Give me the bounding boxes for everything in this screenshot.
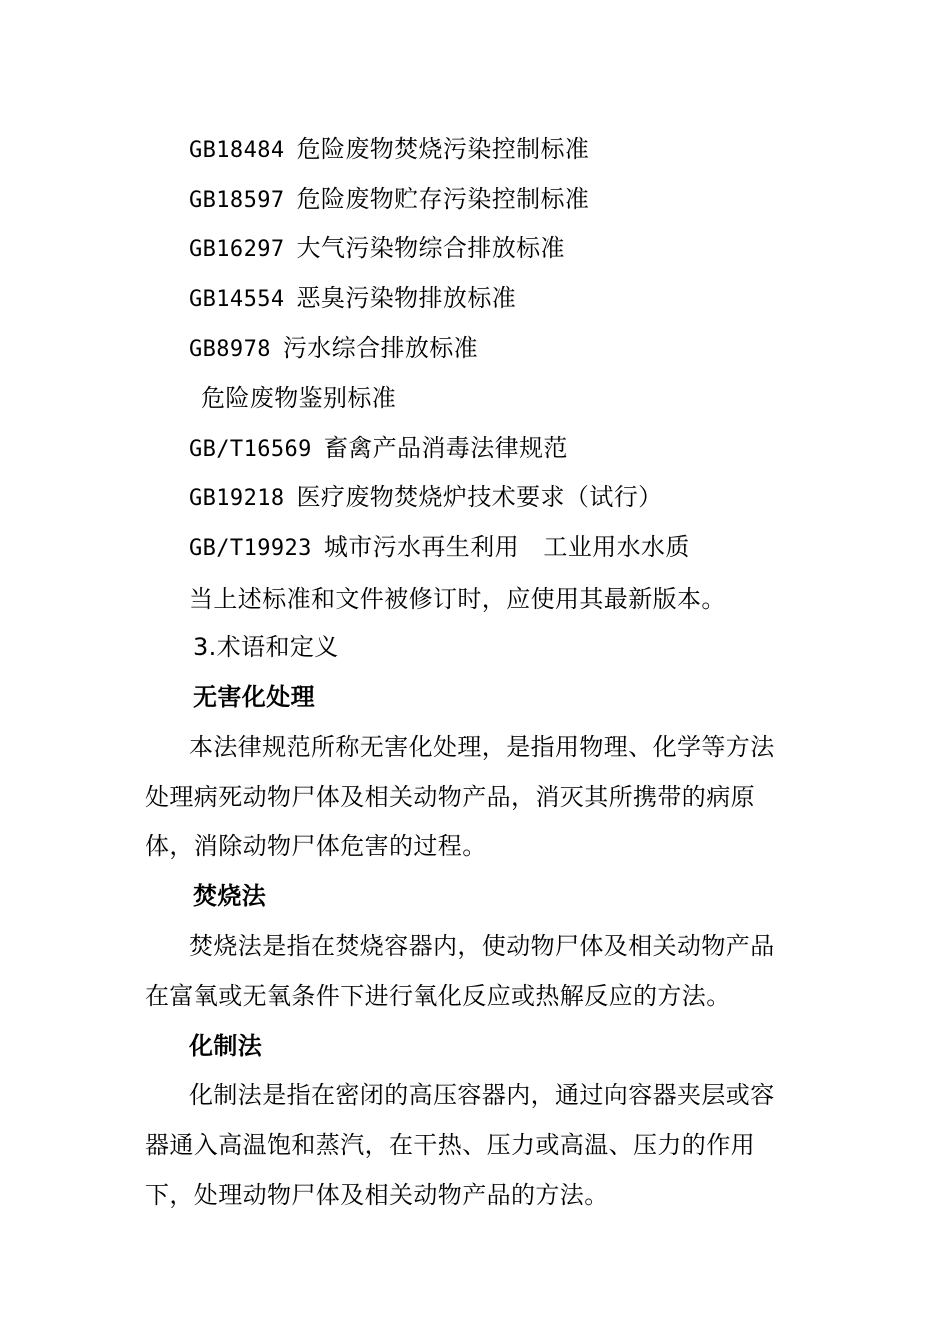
revision-note: 当上述标准和文件被修订时，应使用其最新版本。 [189,585,726,613]
standard-title: 污水综合排放标准 [282,334,479,362]
reference-item [189,282,516,316]
term-definition-line: 焚烧法是指在焚烧容器内，使动物尸体及相关动物产品 [189,932,775,960]
reference-item [189,133,589,167]
standard-title: 医疗废物焚烧炉技术要求（试行） [296,483,663,511]
reference-item [189,432,568,466]
standard-code: GB18597 [189,188,285,213]
standard-title: 恶臭污染物排放标准 [296,284,517,312]
standard-code: GB18484 [189,138,285,163]
reference-item [189,531,690,565]
standard-title: 危险废物焚烧污染控制标准 [296,135,590,163]
reference-item [189,332,478,366]
term-definition-line: 下，处理动物尸体及相关动物产品的方法。 [145,1181,609,1209]
standard-title: 危险废物贮存污染控制标准 [296,185,590,213]
term-definition-line: 本法律规范所称无害化处理，是指用物理、化学等方法 [189,733,775,761]
section-title: 3.术语和定义 [193,633,339,661]
reference-item [189,183,589,217]
standard-code: GB19218 [189,486,285,511]
standard-code: GB14554 [189,287,285,312]
standard-code: GB/T19923 [189,536,312,561]
term-definition-line: 化制法是指在密闭的高压容器内，通过向容器夹层或容 [189,1081,775,1109]
reference-item [189,481,663,515]
reference-item [201,382,396,414]
standard-code: GB16297 [189,237,285,262]
term-definition-line: 器通入高温饱和蒸汽，在干热、压力或高温、压力的作用 [145,1131,755,1159]
term-definition-line: 在富氧或无氧条件下进行氧化反应或热解反应的方法。 [145,982,731,1010]
term-heading: 无害化处理 [193,683,315,711]
standard-title: 大气污染物综合排放标准 [296,234,565,262]
standard-title: 畜禽产品消毒法律规范 [323,434,568,462]
standard-title: 危险废物鉴别标准 [201,384,397,412]
standard-code: GB8978 [189,337,271,362]
term-definition-line: 体，消除动物尸体危害的过程。 [145,832,487,860]
term-definition-line: 处理病死动物尸体及相关动物产品，消灭其所携带的病原 [145,783,755,811]
standard-title: 城市污水再生利用 工业用水水质 [323,533,690,561]
standard-code: GB/T16569 [189,437,312,462]
term-heading: 焚烧法 [193,882,267,910]
term-heading: 化制法 [189,1032,263,1060]
reference-item [189,232,565,266]
